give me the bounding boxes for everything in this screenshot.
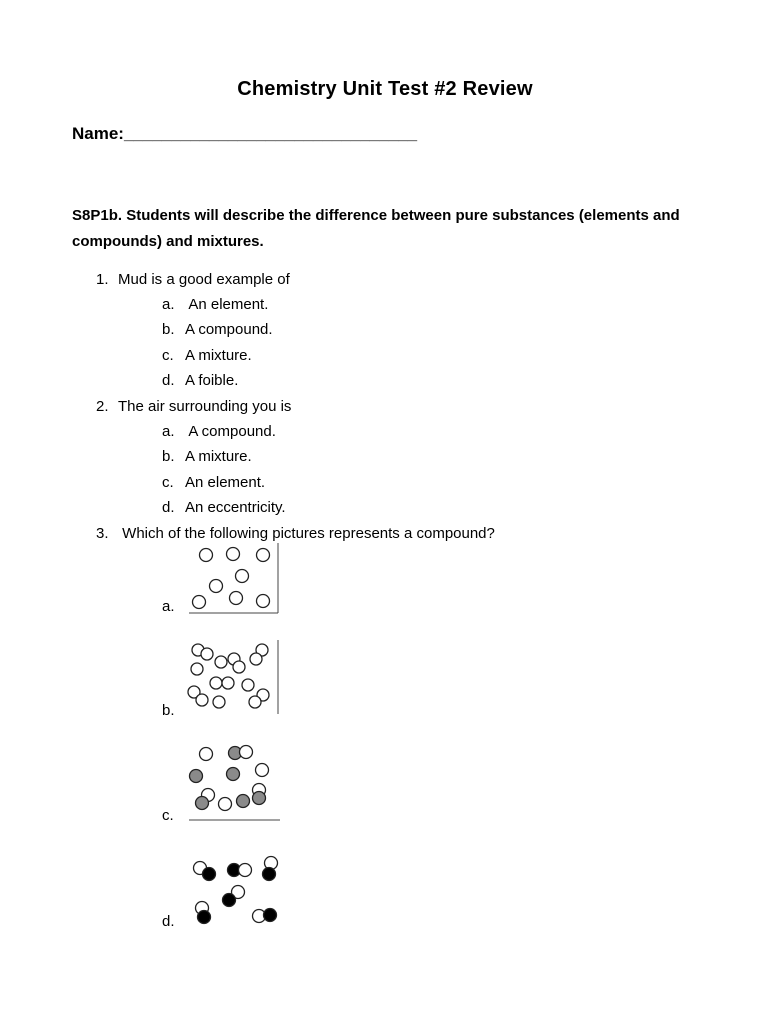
- option-letter: d.: [162, 499, 175, 516]
- option-letter: c.: [162, 347, 174, 364]
- option-text: A mixture.: [185, 347, 252, 364]
- q3-picture-b: [185, 640, 285, 716]
- option-text: A foible.: [185, 372, 239, 389]
- option-text: An eccentricity.: [185, 499, 286, 516]
- q3-picture-d: [185, 850, 285, 930]
- option-text: A mixture.: [185, 448, 252, 465]
- q2-option-d: [162, 498, 286, 518]
- q3-option-a-label: a.: [162, 598, 175, 615]
- q2-option-a: [162, 422, 276, 442]
- option-letter: a.: [162, 296, 175, 313]
- option-text: An element.: [185, 296, 269, 313]
- q1-option-a: [162, 295, 268, 315]
- q3-option-c-label: c.: [162, 807, 174, 824]
- q2-option-c: [162, 473, 265, 493]
- question-text: Which of the following pictures represents a compound?: [118, 525, 495, 542]
- q3-picture-c: [185, 740, 285, 822]
- name-field: Name:_______________________________: [72, 124, 418, 143]
- question-number: 3.: [96, 525, 109, 542]
- option-letter: d.: [162, 372, 175, 389]
- question-number: 2.: [96, 398, 109, 415]
- option-letter: c.: [162, 474, 174, 491]
- q2-option-b: [162, 447, 252, 467]
- question-3: [96, 524, 495, 544]
- question-text: The air surrounding you is: [118, 398, 292, 415]
- option-letter: a.: [162, 423, 175, 440]
- question-1: [96, 270, 290, 290]
- q3-option-d-label: d.: [162, 913, 175, 930]
- q1-option-d: [162, 371, 238, 391]
- standard-statement: S8P1b. Students will describe the difference between pure substances (elements and compounds) and mixtures.: [72, 207, 680, 250]
- option-text: An element.: [185, 474, 266, 491]
- q3-option-b-label: b.: [162, 702, 175, 719]
- page-title: Chemistry Unit Test #2 Review: [237, 78, 533, 100]
- option-text: A compound.: [185, 321, 273, 338]
- question-text: Mud is a good example of: [118, 271, 290, 288]
- q1-option-c: [162, 346, 252, 366]
- question-2: [96, 397, 291, 417]
- question-number: 1.: [96, 271, 109, 288]
- q3-picture-a: [185, 543, 285, 615]
- option-letter: b.: [162, 321, 175, 338]
- option-text: A compound.: [185, 423, 276, 440]
- option-letter: b.: [162, 448, 175, 465]
- q1-option-b: [162, 320, 273, 340]
